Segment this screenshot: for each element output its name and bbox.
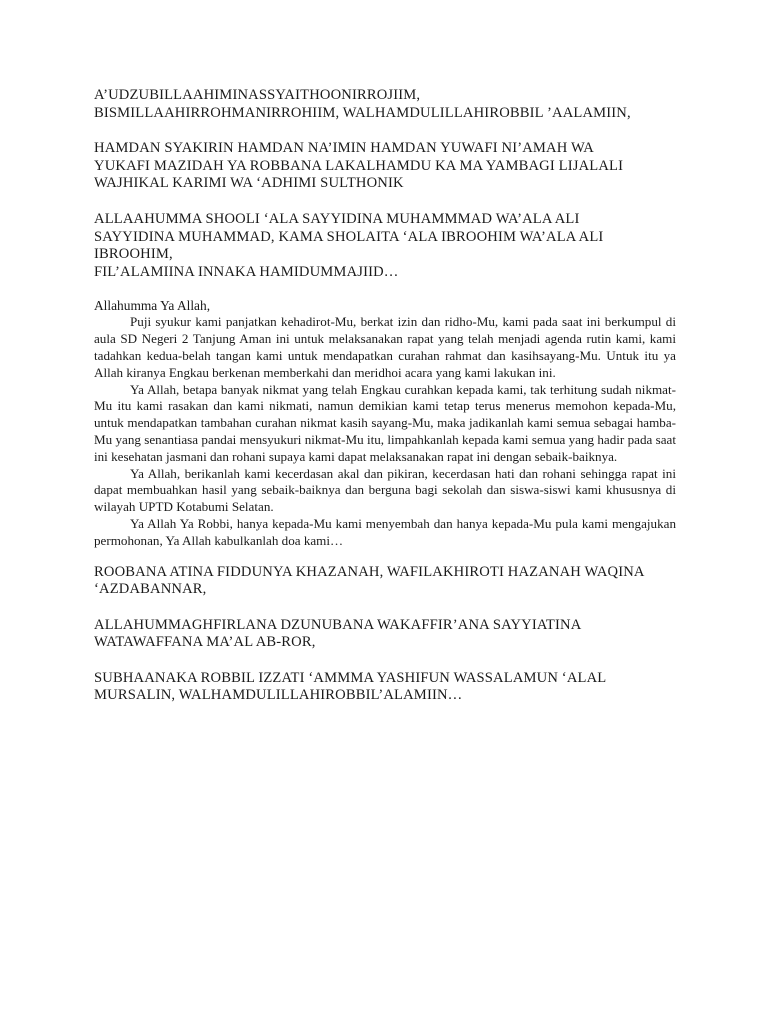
closing-dua-3 (94, 670, 676, 705)
opening-line: BISMILLAAHIRROHMANIRROHIIM, WALHAMDULILLAHIROBBIL ’AALAMIIN, (94, 104, 631, 121)
closing-dua-line: SUBHAANAKA ROBBIL IZZATI ‘AMMMA YASHIFUN WASSALAMUN ‘ALAL (94, 669, 607, 686)
sholawat-line: FIL’ALAMIINA INNAKA HAMIDUMMAJIID… (94, 263, 399, 280)
document-page (94, 87, 676, 705)
body-paragraph: Puji syukur kami panjatkan kehadirot-Mu, berkat izin dan ridho-Mu, kami pada saat ini berkumpul di aula SD Negeri 2 Tanjung Aman ini untuk melaksanakan rapat yang telah menjadi agenda rutin kami, kami tadahkan kedua-belah tangan kami untuk mendapatkan curahan rahmat dan kasihsayang-Mu. Untuk itu ya Allah kiranya Engkau berkenan memberkahi dan meridhoi acara yang kami lakukan ini. (94, 314, 676, 380)
opening-block (94, 87, 676, 122)
sholawat-line: ALLAAHUMMA SHOOLI ‘ALA SAYYIDINA MUHAMMMAD WA’ALA ALI (94, 210, 580, 227)
body-paragraph: Ya Allah Ya Robbi, hanya kepada-Mu kami menyembah dan hanya kepada-Mu pula kami mengajukan permohonan, Ya Allah kabulkanlah doa kami… (94, 515, 676, 548)
closing-dua-line: WATAWAFFANA MA’AL AB-ROR, (94, 634, 316, 651)
closing-dua-line: ROOBANA ATINA FIDDUNYA KHAZANAH, WAFILAKHIROTI HAZANAH WAQINA (94, 563, 645, 580)
praise-line: WAJHIKAL KARIMI WA ‘ADHIMI SULTHONIK (94, 175, 404, 192)
closing-dua-2 (94, 617, 676, 652)
sholawat-line: IBROOHIM, (94, 246, 173, 263)
closing-dua-line: MURSALIN, WALHAMDULILLAHIROBBIL’ALAMIIN… (94, 687, 463, 704)
body-paragraph: Ya Allah, betapa banyak nikmat yang telah Engkau curahkan kepada kami, tak terhitung sudah nikmat-Mu itu kami rasakan dan kami nikmati, namun demikian kami tetap terus menerus memohon kepada-Mu, untuk mendapatkan tambahan curahan nikmat kasih sayang-Mu, maka jadikanlah kami semua sebagai hamba-Mu yang senantiasa pandai mensyukuri nikmat-Mu itu, limpahkanlah kepada kami semua yang hadir pada saat ini kesehatan jasmani dan rohani supaya kami dapat melaksanakan rapat ini dengan sebaik-baiknya. (94, 381, 676, 464)
closing-dua-1 (94, 564, 676, 599)
sholawat-block (94, 211, 676, 281)
praise-line: HAMDAN SYAKIRIN HAMDAN NA’IMIN HAMDAN YUWAFI NI’AMAH WA (94, 140, 594, 157)
praise-block (94, 140, 676, 193)
sholawat-line: SAYYIDINA MUHAMMAD, KAMA SHOLAITA ‘ALA IBROOHIM WA’ALA ALI (94, 228, 604, 245)
salutation: Allahumma Ya Allah, (94, 298, 211, 314)
body-paragraph: Ya Allah, berikanlah kami kecerdasan akal dan pikiran, kecerdasan hati dan rohani sehingga rapat ini dapat membuahkan hasil yang sebaik-baiknya dan berguna bagi sekolah dan siswa-siswi kami khususnya di wilayah UPTD Kotabumi Selatan. (94, 465, 676, 515)
closing-dua-line: ‘AZDABANNAR, (94, 581, 207, 598)
opening-line: A’UDZUBILLAAHIMINASSYAITHOONIRROJIIM, (94, 87, 421, 103)
praise-line: YUKAFI MAZIDAH YA ROBBANA LAKALHAMDU KA MA YAMBAGI LIJALALI (94, 157, 624, 174)
closing-dua-line: ALLAHUMMAGHFIRLANA DZUNUBANA WAKAFFIR’ANA SAYYIATINA (94, 616, 582, 633)
